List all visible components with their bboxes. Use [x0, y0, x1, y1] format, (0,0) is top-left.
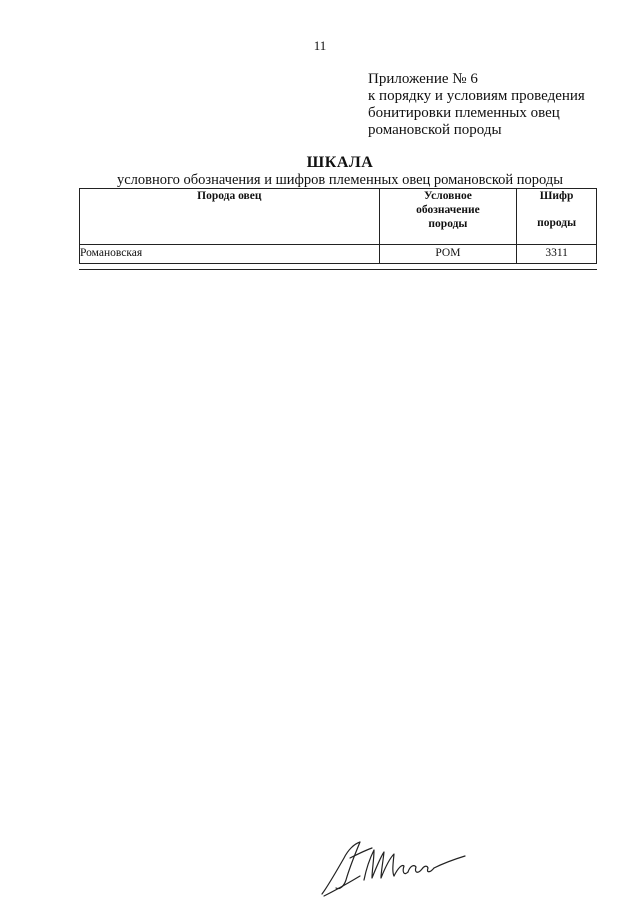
- header-symbol-line: обозначение: [416, 204, 480, 216]
- document-subtitle: условного обозначения и шифров племенных овец романовской породы: [116, 172, 564, 188]
- appendix-line: бонитировки племенных овец: [368, 105, 560, 121]
- header-symbol-line: Условное: [423, 190, 472, 202]
- appendix-line: к порядку и условиям проведения: [368, 88, 585, 104]
- table-header-row: [80, 189, 597, 245]
- handwritten-signature: [310, 836, 470, 903]
- header-code-line: породы: [537, 217, 577, 229]
- table-row: [80, 245, 597, 264]
- header-breed: Порода овец: [80, 189, 380, 245]
- breed-scale-table: [79, 188, 597, 264]
- page-number: 11: [313, 38, 327, 53]
- signature-drawing: [310, 836, 470, 898]
- cell-symbol: РОМ: [379, 245, 517, 264]
- header-symbol: [379, 189, 517, 245]
- table-bottom-rule: [79, 269, 597, 270]
- cell-breed: Романовская: [80, 245, 380, 264]
- appendix-line: романовской породы: [368, 122, 502, 138]
- appendix-block: [368, 71, 585, 139]
- appendix-line: Приложение № 6: [368, 71, 478, 87]
- document-title: ШКАЛА: [306, 154, 374, 171]
- header-symbol-line: породы: [428, 218, 468, 230]
- header-code-line: Шифр: [539, 190, 574, 202]
- header-code: [517, 189, 597, 245]
- cell-code: 3311: [517, 245, 597, 264]
